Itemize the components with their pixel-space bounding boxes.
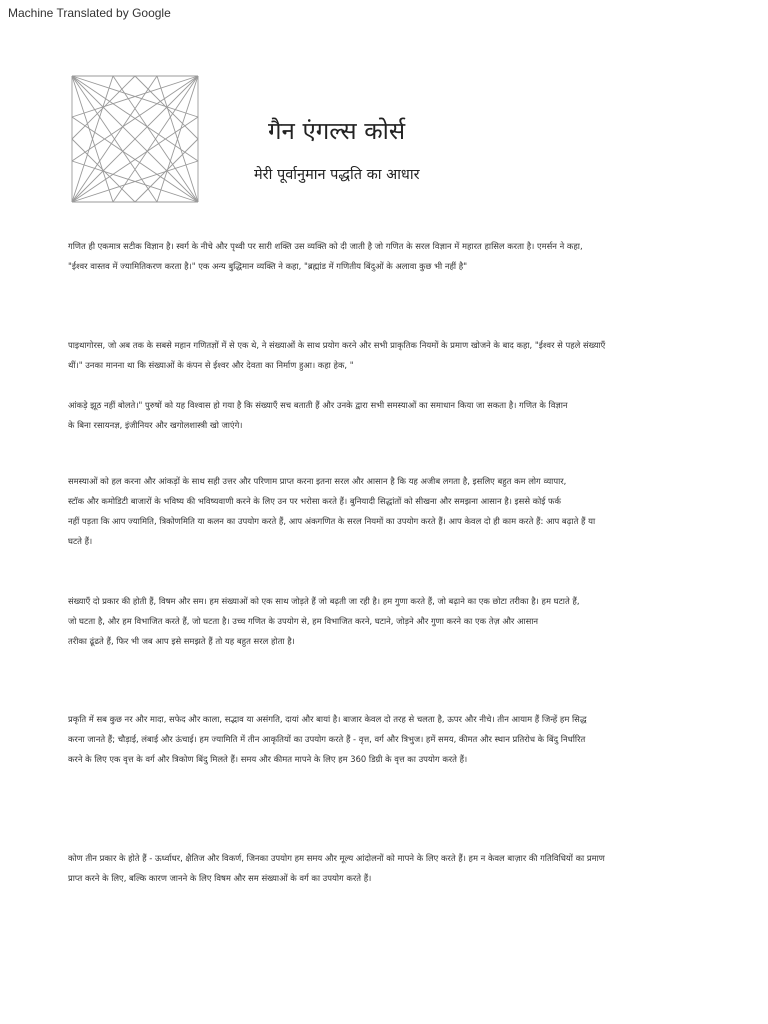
paragraph-intro xyxy=(68,236,708,276)
document-subtitle: मेरी पूर्वानुमान पद्धति का आधार xyxy=(254,167,420,183)
paragraph-numbers xyxy=(68,591,708,651)
paragraph-nature xyxy=(68,709,708,769)
paragraph-line: के बिना रसायनज्ञ, इंजीनियर और खगोलशास्त्री खो जाएंगे। xyxy=(68,420,243,430)
paragraph-figures xyxy=(68,395,708,435)
paragraph-line: नहीं पड़ता कि आप ज्यामिति, त्रिकोणमिति या कलन का उपयोग करते हैं, आप अंकगणित के सरल नियमों का उपयोग करते हैं। आप केवल दो ही काम करते हैं: आप बढ़ाते हैं या xyxy=(68,516,596,526)
paragraph-line: जो घटता है, और हम विभाजित करते हैं, जो घटता है। उच्च गणित के उपयोग से, हम विभाजित करने, घटाने, जोड़ने और गुणा करने का एक तेज़ और आसान xyxy=(68,616,539,626)
paragraph-line: थीं।" उनका मानना था कि संख्याओं के कंपन से ईश्वर और देवता का निर्माण हुआ। कहा हेक, " xyxy=(68,360,354,370)
star-lines xyxy=(72,76,198,202)
paragraph-line: करना जानते हैं; चौड़ाई, लंबाई और ऊंचाई। हम ज्यामिति में तीन आकृतियों का उपयोग करते हैं - वृत्त, वर्ग और त्रिभुज। हमें समय, कीमत और स्थान प्रतिरोध के बिंदु निर्धारित xyxy=(68,734,586,744)
paragraph-line: आंकड़े झूठ नहीं बोलते।" पुरुषों को यह विश्वास हो गया है कि संख्याएँ सच बताती हैं और उनके द्वारा सभी समस्याओं का समाधान किया जा सकता है। गणित के विज्ञान xyxy=(68,400,568,410)
machine-translation-banner: Machine Translated by Google xyxy=(8,6,171,20)
paragraph-line: तरीका ढूंढते हैं, फिर भी जब आप इसे समझते हैं तो यह बहुत सरल होता है। xyxy=(68,636,295,646)
paragraph-line: प्रकृति में सब कुछ नर और मादा, सफेद और काला, सद्भाव या असंगति, दायां और बायां है। बाजार केवल दो तरह से चलता है, ऊपर और नीचे। तीन आयाम हैं जिन्हें हम सिद्ध xyxy=(68,714,587,724)
paragraph-line: समस्याओं को हल करना और आंकड़ों के साथ सही उत्तर और परिणाम प्राप्त करना इतना सरल और आसान है कि यह अजीब लगता है, इसलिए बहुत कम लोग व्यापार, xyxy=(68,476,567,486)
paragraph-problems xyxy=(68,471,708,551)
paragraph-line: संख्याएँ दो प्रकार की होती हैं, विषम और सम। हम संख्याओं को एक साथ जोड़ते हैं जो बढ़ती जा रही है। हम गुणा करते हैं, जो बढ़ाने का एक छोटा तरीका है। हम घटाते हैं, xyxy=(68,596,580,606)
paragraph-line: प्राप्त करने के लिए, बल्कि कारण जानने के लिए विषम और सम संख्याओं के वर्ग का उपयोग करते हैं। xyxy=(68,873,372,883)
paragraph-line: "ईश्वर वास्तव में ज्यामितिकरण करता है।" एक अन्य बुद्धिमान व्यक्ति ने कहा, "ब्रह्मांड में गणितीय बिंदुओं के अलावा कुछ भी नहीं है" xyxy=(68,261,468,271)
paragraph-angles xyxy=(68,848,708,888)
document-title: गैन एंगल्स कोर्स xyxy=(268,117,406,145)
geometric-star-logo xyxy=(70,74,200,204)
paragraph-line: करने के लिए एक वृत्त के वर्ग और त्रिकोण बिंदु मिलते हैं। समय और कीमत मापने के लिए हम 360 डिग्री के वृत्त का उपयोग करते हैं। xyxy=(68,754,468,764)
paragraph-line: स्टॉक और कमोडिटी बाजारों के भविष्य की भविष्यवाणी करने के लिए उन पर भरोसा करते हैं। बुनियादी सिद्धांतों को सीखना और समझना आसान है। इससे कोई फर्क xyxy=(68,496,561,506)
paragraph-line: पाइथागोरस, जो अब तक के सबसे महान गणितज्ञों में से एक थे, ने संख्याओं के साथ प्रयोग करने और सभी प्राकृतिक नियमों के प्रमाण खोजने के बाद कहा, "ईश्वर से पहले संख्याएँ xyxy=(68,340,606,350)
paragraph-line: घटते हैं। xyxy=(68,536,93,546)
paragraph-pythagoras xyxy=(68,335,708,375)
paragraph-line: गणित ही एकमात्र सटीक विज्ञान है। स्वर्ग के नीचे और पृथ्वी पर सारी शक्ति उस व्यक्ति को दी जाती है जो गणित के सरल विज्ञान में महारत हासिल करता है। एमर्सन ने कहा, xyxy=(68,241,583,251)
paragraph-line: कोण तीन प्रकार के होते हैं - ऊर्ध्वाधर, क्षैतिज और विकर्ण, जिनका उपयोग हम समय और मूल्य आंदोलनों को मापने के लिए करते हैं। हम न केवल बाज़ार की गतिविधियों का प्रमाण xyxy=(68,853,605,863)
